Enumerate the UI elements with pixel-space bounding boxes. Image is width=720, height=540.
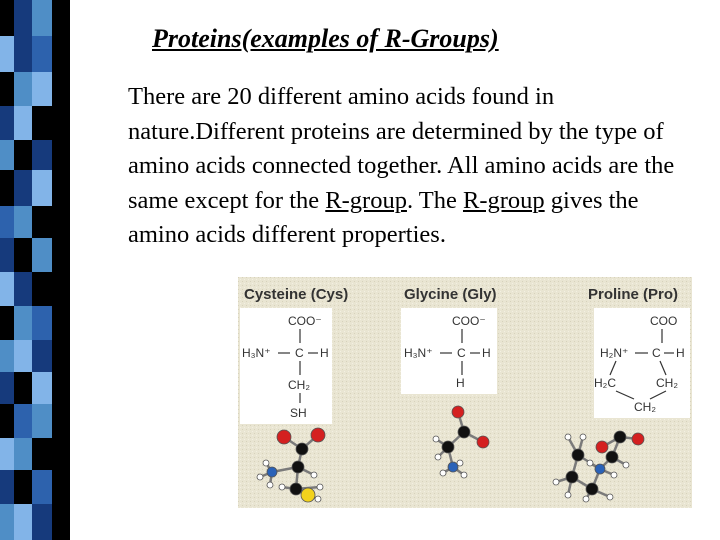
formula-alpha-carbon: C (295, 346, 304, 360)
formula-alpha-carbon: C (457, 346, 466, 360)
decorative-stripe-bar (0, 0, 70, 540)
hydrogen-atom (257, 474, 263, 480)
amino-acid-name: Proline (Pro) (588, 286, 679, 303)
hydrogen-atom (279, 484, 285, 490)
hydrogen-atom (580, 434, 586, 440)
carbon-atom (566, 471, 578, 483)
formula-r-group: CH₂ (288, 378, 310, 392)
hydrogen-atom (311, 472, 317, 478)
amino-acid-figure (238, 277, 692, 508)
formula-ring-carbon: H₂C (594, 376, 616, 390)
hydrogen-atom (435, 454, 441, 460)
oxygen-atom (596, 441, 608, 453)
hydrogen-atom (623, 462, 629, 468)
oxygen-atom (477, 436, 489, 448)
slide-title: Proteins(examples of R-Groups) (152, 24, 499, 53)
formula-carboxyl: COO⁻ (288, 314, 322, 328)
formula-hydrogen: H (482, 346, 491, 360)
formula-alpha-carbon: C (652, 346, 661, 360)
sulfur-atom (301, 488, 315, 502)
nitrogen-atom (267, 467, 277, 477)
body-paragraph (128, 80, 698, 253)
formula-amino: H₃N⁺ (242, 346, 271, 360)
hydrogen-atom (583, 496, 589, 502)
formula-r-group: SH (290, 406, 307, 420)
glycine-structure (401, 286, 497, 394)
r-group-term: R-group (325, 186, 407, 214)
formula-carboxyl: COO⁻ (452, 314, 486, 328)
oxygen-atom (632, 433, 644, 445)
paragraph-text: . The (406, 186, 463, 214)
carbon-atom (290, 483, 302, 495)
hydrogen-atom (553, 479, 559, 485)
hydrogen-atom (565, 492, 571, 498)
hydrogen-atom (315, 496, 321, 502)
hydrogen-atom (607, 494, 613, 500)
hydrogen-atom (565, 434, 571, 440)
carbon-atom (458, 426, 470, 438)
formula-hydrogen: H (320, 346, 329, 360)
hydrogen-atom (263, 460, 269, 466)
formula-amino: H₂N⁺ (600, 346, 629, 360)
carbon-atom (586, 483, 598, 495)
carbon-atom (614, 431, 626, 443)
carbon-atom (292, 461, 304, 473)
r-group-term: R-group (462, 186, 545, 214)
carbon-atom (442, 441, 454, 453)
amino-acid-name: Glycine (Gly) (404, 286, 497, 303)
hydrogen-atom (440, 470, 446, 476)
nitrogen-atom (448, 462, 458, 472)
formula-hydrogen: H (676, 346, 685, 360)
hydrogen-atom (461, 472, 467, 478)
hydrogen-atom (317, 484, 323, 490)
hydrogen-atom (457, 460, 463, 466)
oxygen-atom (311, 428, 325, 442)
hydrogen-atom (267, 482, 273, 488)
oxygen-atom (452, 406, 464, 418)
oxygen-atom (277, 430, 291, 444)
formula-carboxyl: COO (650, 314, 678, 328)
nitrogen-atom (595, 464, 605, 474)
formula-amino: H₃N⁺ (404, 346, 433, 360)
paragraph-text: There are 20 different amino acids found in nature.Different proteins are determined by the type of amino acids connected together. All amino acids are the same except for the (128, 83, 675, 214)
carbon-atom (606, 451, 618, 463)
amino-acid-name: Cysteine (Cys) (244, 286, 349, 303)
formula-r-group: H (456, 376, 465, 390)
formula-ring-carbon: CH₂ (634, 400, 656, 414)
formula-ring-carbon: CH₂ (656, 376, 678, 390)
carbon-atom (296, 443, 308, 455)
carbon-atom (572, 449, 584, 461)
hydrogen-atom (587, 460, 593, 466)
hydrogen-atom (611, 472, 617, 478)
paragraph-text: gives the amino acids different properties. (128, 186, 639, 248)
hydrogen-atom (433, 436, 439, 442)
